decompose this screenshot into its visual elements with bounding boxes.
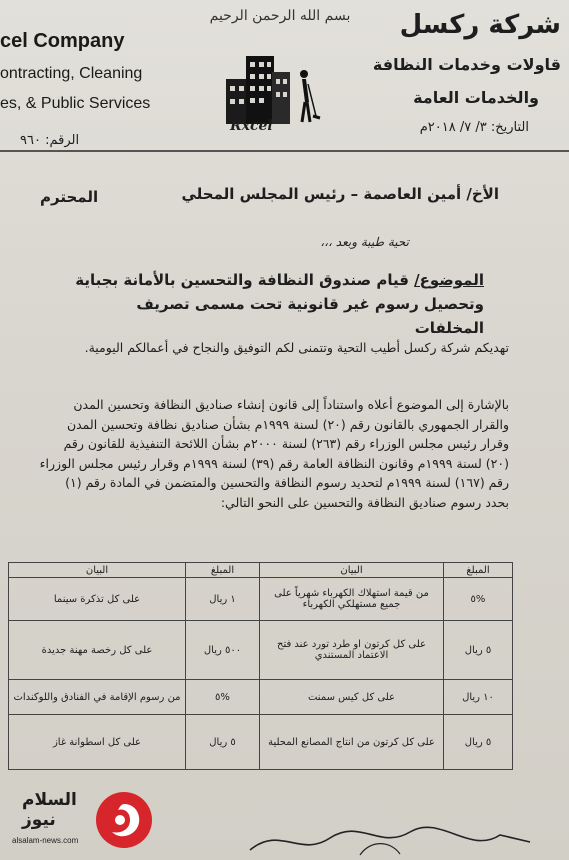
table-cell: %٥	[444, 578, 513, 621]
watermark-url: alsalam-news.com	[12, 836, 79, 845]
table-cell: من قيمة استهلاك الكهرباء شهرياً على جميع مستهلكي الكهرباء	[260, 578, 444, 621]
table-cell: على كل كيس سمنت	[260, 680, 444, 715]
table-cell: ٥ ريال	[186, 715, 260, 770]
header-amount: المبلغ	[444, 563, 513, 578]
header-divider	[0, 150, 569, 152]
table-cell: ٥٠٠ ريال	[186, 621, 260, 680]
company-name-ar: شركة ركسل	[399, 10, 561, 40]
news-watermark	[8, 790, 158, 852]
table-row	[9, 621, 513, 680]
company-activity-en: ontracting, Cleaning	[0, 65, 143, 82]
watermark-name: السلام	[22, 790, 77, 810]
greeting: تحية طيبة وبعد ،،،	[320, 235, 409, 249]
table-cell: على كل تذكرة سينما	[9, 578, 186, 621]
logo-wordmark: Rxcel	[230, 118, 273, 134]
news-logo-icon	[94, 790, 154, 850]
table-row	[9, 578, 513, 621]
table-header-row	[9, 563, 513, 578]
table-cell: %٥	[186, 680, 260, 715]
header-amount: المبلغ	[186, 563, 260, 578]
header-statement: البيان	[260, 563, 444, 578]
table-cell: على كل كرتون او طرد تورد عند فتح الاعتماد المستندي	[260, 621, 444, 680]
basmala: بسم الله الرحمن الرحيم	[209, 8, 351, 24]
respected-label: المحترم	[40, 188, 99, 206]
signature-icon	[240, 820, 540, 860]
watermark-news: نيوز	[22, 810, 56, 830]
subject-line	[64, 268, 484, 340]
company-activity-ar: قاولات وخدمات النظافة	[372, 55, 561, 74]
letter-date: التاريخ: ٣/ ٧/ ٢٠١٨م	[419, 120, 529, 135]
company-services-en: es, & Public Services	[0, 95, 151, 112]
subject-text: قيام صندوق النظافة والتحسين بالأمانة بجباية وتحصيل رسوم غير قانونية تحت مسمى تصريف المخلفات	[75, 271, 484, 337]
body-paragraph: بالإشارة إلى الموضوع أعلاه واستناداً إلى قانون إنشاء صناديق النظافة وتحسين المدن والقرار الجمهوري بالقانون رقم (٢٠) لسنة ١٩٩٩م بشأن صناديق نظافة وتحسين المدن وقرار رئيس مجلس الوزراء رقم (٢٦٣) لسنة ٢٠٠٠م بشأن اللائحة التنفيذية للقانون رقم (٢٠) لسنة ١٩٩٩م وقانون النظافة العامة رقم (٣٩) لسنة ١٩٩٩م وقرار رئيس مجلس الوزراء رقم (١٦٧) لسنة ١٩٩٩م لتحديد رسوم النظافة والتحسين والمتضمن في المادة رقم (١) بحدد رسوم صناديق النظافة والتحسين على النحو التالي:	[39, 397, 509, 510]
table-cell: على كل اسطوانة غاز	[9, 715, 186, 770]
recipient-line: الأخ/ أمين العاصمة – رئيس المجلس المحلي	[181, 185, 499, 203]
table-cell: ٥ ريال	[444, 621, 513, 680]
fee-table	[8, 562, 513, 770]
reference-number: الرقم: ٩٦٠	[20, 133, 80, 148]
table-cell: على كل كرتون من انتاج المصانع المحلية	[260, 715, 444, 770]
table-cell: ١٠ ريال	[444, 680, 513, 715]
table-cell: ٥ ريال	[444, 715, 513, 770]
table-row	[9, 680, 513, 715]
company-services-ar: والخدمات العامة	[413, 88, 539, 107]
intro-paragraph: تهديكم شركة ركسل أطيب التحية وتتمنى لكم التوفيق والنجاح في أعمالكم اليومية.	[84, 340, 509, 355]
table-cell: من رسوم الإقامة في الفنادق واللوكندات	[9, 680, 186, 715]
table-cell: على كل رخصة مهنة جديدة	[9, 621, 186, 680]
subject-label: الموضوع/	[414, 271, 484, 289]
table-cell: ١ ريال	[186, 578, 260, 621]
company-name-en: cel Company	[0, 30, 125, 52]
header-statement: البيان	[9, 563, 186, 578]
table-row	[9, 715, 513, 770]
